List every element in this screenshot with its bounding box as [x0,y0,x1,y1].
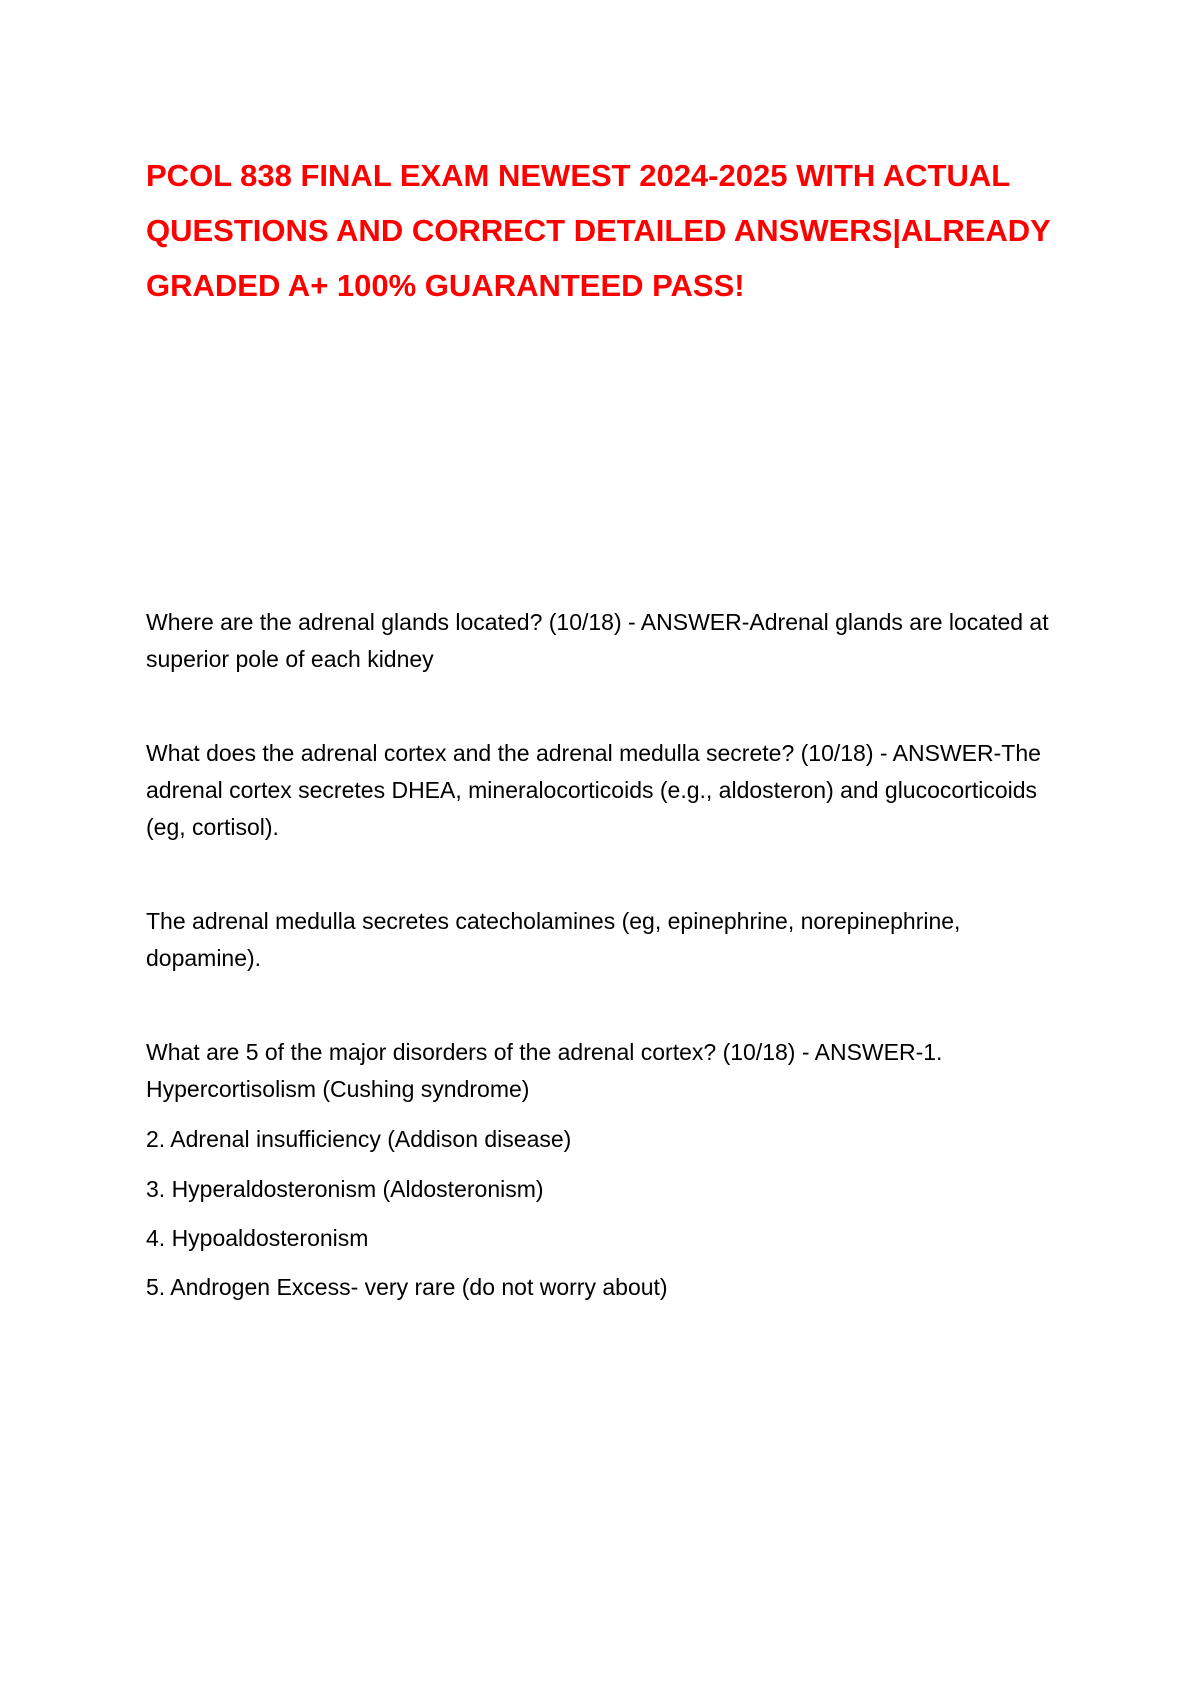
document-title: PCOL 838 FINAL EXAM NEWEST 2024-2025 WITH ACTUAL QUESTIONS AND CORRECT DETAILED ANSWERS|ALREADY GRADED A+ 100% GUARANTEED PASS! [146,158,1051,303]
list-item: 5. Androgen Excess- very rare (do not worry about) [146,1274,668,1300]
qa-adrenal-secretion: What does the adrenal cortex and the adrenal medulla secrete? (10/18) - ANSWER-The adrenal cortex secretes DHEA, mineralocorticoids (e.g., aldosteron) and glucocorticoids (eg, cortisol). [146,740,1041,840]
list-item: 2. Adrenal insufficiency (Addison disease) [146,1126,572,1152]
qa-adrenal-location: Where are the adrenal glands located? (10/18) - ANSWER-Adrenal glands are located at superior pole of each kidney [146,609,1049,672]
list-item: 4. Hypoaldosteronism [146,1225,369,1251]
qa-cortex-disorders: What are 5 of the major disorders of the adrenal cortex? (10/18) - ANSWER-1. Hypercortisolism (Cushing syndrome) [146,1039,943,1102]
medulla-secretion-paragraph: The adrenal medulla secretes catecholamines (eg, epinephrine, norepinephrine, dopamine). [146,908,961,971]
list-item: 3. Hyperaldosteronism (Aldosteronism) [146,1176,544,1202]
